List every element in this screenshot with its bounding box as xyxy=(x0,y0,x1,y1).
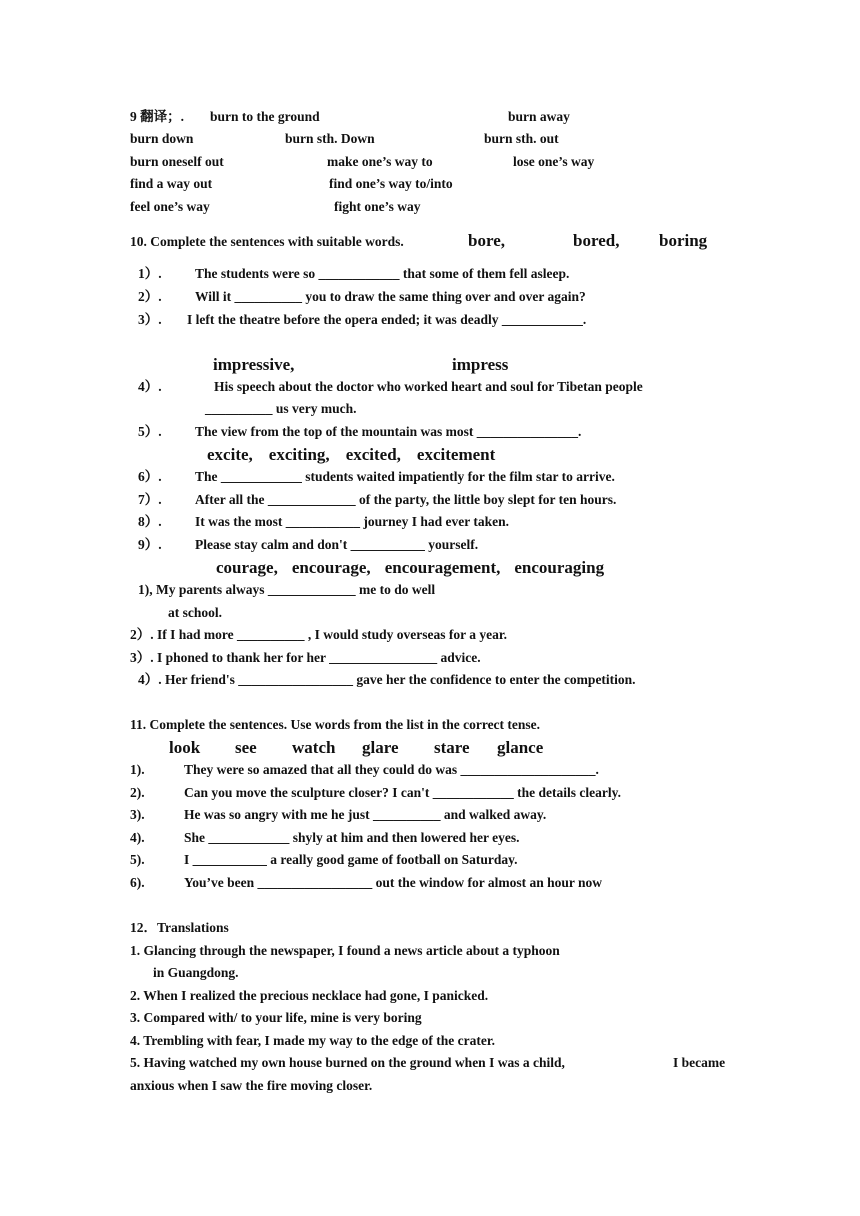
item-text-cont: __________ us very much. xyxy=(205,401,357,416)
phrase: feel one’s way xyxy=(130,199,210,214)
phrase: find a way out xyxy=(130,176,213,191)
item-text: 4）. Her friend's _________________ gave her the confidence to enter the competition. xyxy=(138,672,636,687)
phrase: burn away xyxy=(508,109,570,124)
word-option: boring xyxy=(659,231,708,250)
word-option: excite, xyxy=(207,445,253,464)
word-option: see xyxy=(235,738,257,757)
item-text: His speech about the doctor who worked heart and soul for Tibetan people xyxy=(214,379,643,394)
item-text: Will it __________ you to draw the same thing over and over again? xyxy=(195,289,586,304)
phrase: find one’s way to/into xyxy=(329,176,453,191)
section-11-instruction: 11. Complete the sentences. Use words from the list in the correct tense. xyxy=(130,717,541,732)
translation-line: 3. Compared with/ to your life, mine is very boring xyxy=(130,1010,422,1025)
item-text: Can you move the sculpture closer? I can't ____________ the details clearly. xyxy=(184,785,621,800)
word-option: look xyxy=(169,738,201,757)
section-12-title: 12．Translations xyxy=(130,920,229,935)
word-option: glare xyxy=(362,738,399,757)
item-number: 2）. xyxy=(138,289,162,304)
word-option: exciting, xyxy=(268,445,330,464)
section-10-instruction: 10. Complete the sentences with suitable words. xyxy=(130,234,404,249)
item-text: I ___________ a really good game of football on Saturday. xyxy=(184,852,518,867)
phrase: burn oneself out xyxy=(130,154,224,169)
item-text: It was the most ___________ journey I had ever taken. xyxy=(195,514,509,529)
item-text: 2）. If I had more __________ , I would study overseas for a year. xyxy=(130,627,508,642)
item-text: They were so amazed that all they could do was ____________________. xyxy=(184,762,599,777)
section-9-title: 9 翻译；. xyxy=(130,109,184,124)
item-number: 5). xyxy=(130,852,145,867)
item-number: 9）. xyxy=(138,537,162,552)
word-list xyxy=(207,445,495,465)
phrase: make one’s way to xyxy=(327,154,433,169)
translation-line: in Guangdong. xyxy=(153,965,239,980)
item-text: I left the theatre before the opera ended; it was deadly ____________. xyxy=(187,312,587,327)
item-number: 6). xyxy=(130,875,145,890)
item-text: You’ve been _________________ out the window for almost an hour now xyxy=(184,875,603,890)
translation-line: I became xyxy=(673,1055,726,1070)
item-text: The ____________ students waited impatiently for the film star to arrive. xyxy=(195,469,615,484)
word-option: encouragement, xyxy=(384,558,501,577)
word-option: excited, xyxy=(345,445,401,464)
item-number: 8）. xyxy=(138,514,162,529)
phrase: fight one’s way xyxy=(334,199,421,214)
item-text: He was so angry with me he just __________ and walked away. xyxy=(184,807,547,822)
word-option: bore, xyxy=(468,231,505,250)
item-text-cont: at school. xyxy=(168,605,222,620)
word-option: encourage, xyxy=(291,558,371,577)
word-list xyxy=(216,558,604,578)
item-number: 7）. xyxy=(138,492,162,507)
item-number: 4). xyxy=(130,830,145,845)
item-number: 1). xyxy=(130,762,145,777)
item-number: 4）. xyxy=(138,379,162,394)
phrase: burn sth. Down xyxy=(285,131,375,146)
word-option: encouraging xyxy=(514,558,605,577)
item-number: 3). xyxy=(130,807,145,822)
item-text: Please stay calm and don't ___________ yourself. xyxy=(195,537,479,552)
translation-line: 4. Trembling with fear, I made my way to the edge of the crater. xyxy=(130,1033,495,1048)
phrase: lose one’s way xyxy=(513,154,595,169)
phrase: burn to the ground xyxy=(210,109,320,124)
phrase: burn sth. out xyxy=(484,131,559,146)
word-option: bored, xyxy=(573,231,620,250)
word-option: stare xyxy=(434,738,470,757)
translation-line: 2. When I realized the precious necklace had gone, I panicked. xyxy=(130,988,489,1003)
item-text: The students were so ____________ that some of them fell asleep. xyxy=(195,266,570,281)
item-text: After all the _____________ of the party, the little boy slept for ten hours. xyxy=(195,492,617,507)
item-text: 1), My parents always _____________ me to do well xyxy=(138,582,436,597)
item-text: She ____________ shyly at him and then lowered her eyes. xyxy=(184,830,520,845)
translation-line: 1. Glancing through the newspaper, I found a news article about a typhoon xyxy=(130,943,560,958)
item-number: 6）. xyxy=(138,469,162,484)
word-option: impressive, xyxy=(213,355,295,374)
item-number: 5）. xyxy=(138,424,162,439)
translation-line: anxious when I saw the fire moving closer. xyxy=(130,1078,373,1093)
word-option: courage, xyxy=(216,558,278,577)
translation-line: 5. Having watched my own house burned on the ground when I was a child, xyxy=(130,1055,565,1070)
word-option: glance xyxy=(497,738,544,757)
phrase: burn down xyxy=(130,131,194,146)
item-number: 1）. xyxy=(138,266,162,281)
item-number: 2). xyxy=(130,785,145,800)
word-option: watch xyxy=(292,738,336,757)
word-option: impress xyxy=(452,355,509,374)
item-text: The view from the top of the mountain was most _______________. xyxy=(195,424,582,439)
item-text: 3）. I phoned to thank her for her ________________ advice. xyxy=(130,650,481,665)
word-option: excitement xyxy=(416,445,496,464)
item-number: 3）. xyxy=(138,312,162,327)
